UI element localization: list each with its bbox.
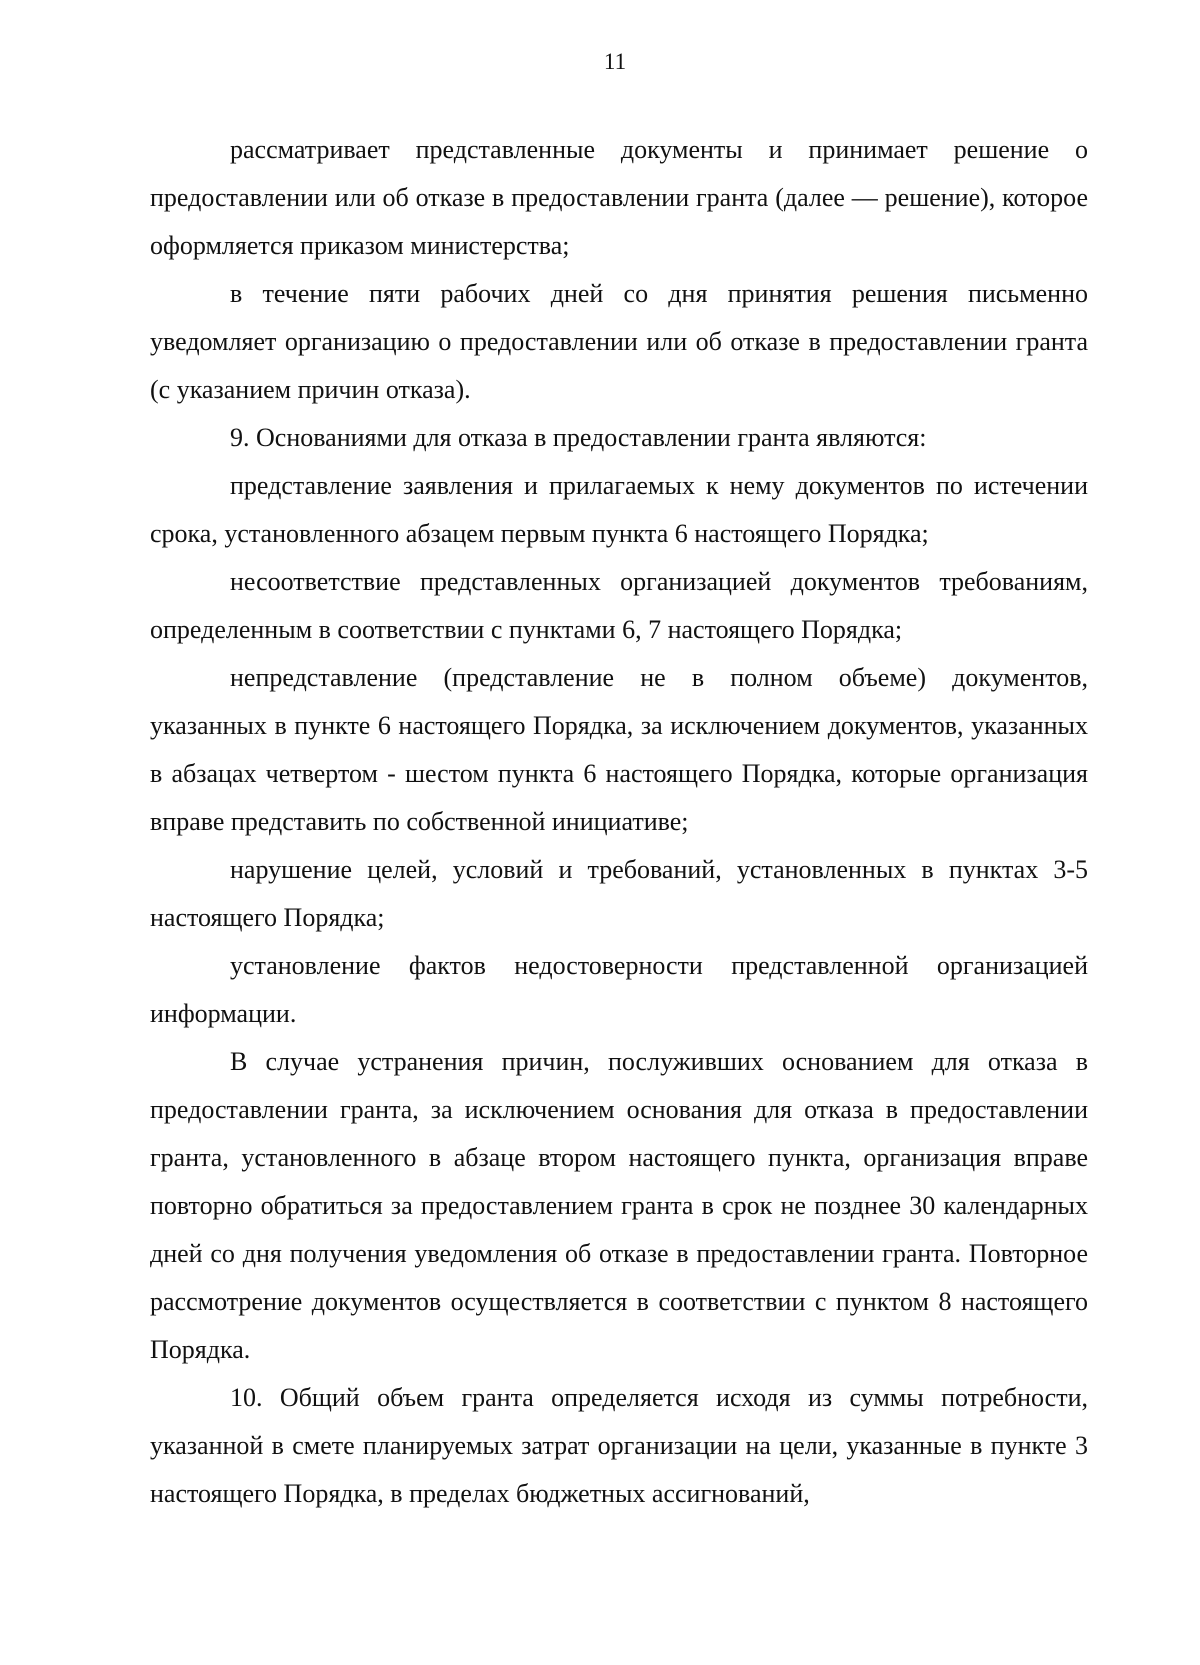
page-number: 11 <box>603 49 627 74</box>
document-body <box>150 126 1088 1518</box>
paragraph-reason-violation: нарушение целей, условий и требований, установленных в пунктах 3-5 настоящего Порядка; <box>150 855 1088 932</box>
paragraph-section-10: 10. Общий объем гранта определяется исходя из суммы потребности, указанной в смете планируемых затрат организации на цели, указанные в пункте 3 настоящего Порядка, в пределах бюджетных ассигнований, <box>150 1383 1088 1508</box>
paragraph-reason-false-information: установление фактов недостоверности представленной организацией информации. <box>150 951 1088 1028</box>
paragraph-reason-late-submission: представление заявления и прилагаемых к нему документов по истечении срока, установленного абзацем первым пункта 6 настоящего Порядка; <box>150 471 1088 548</box>
paragraph-notification: в течение пяти рабочих дней со дня принятия решения письменно уведомляет организацию о предоставлении или об отказе в предоставлении гранта (с указанием причин отказа). <box>150 279 1088 404</box>
paragraph-reason-missing-documents: непредставление (представление не в полном объеме) документов, указанных в пункте 6 настоящего Порядка, за исключением документов, указанных в абзацах четвертом - шестом пункта 6 настоящего Порядка, которые организация вправе представить по собственной инициативе; <box>150 663 1088 836</box>
paragraph-resubmission: В случае устранения причин, послуживших основанием для отказа в предоставлении гранта, за исключением основания для отказа в предоставлении гранта, установленного в абзаце втором настоящего пункта, организация вправе повторно обратиться за предоставлением гранта в срок не позднее 30 календарных дней со дня получения уведомления об отказе в предоставлении гранта. Повторное рассмотрение документов осуществляется в соответствии с пунктом 8 настоящего Порядка. <box>150 1047 1088 1364</box>
paragraph-decision: рассматривает представленные документы и принимает решение о предоставлении или об отказе в предоставлении гранта (далее — решение), которое оформляется приказом министерства; <box>150 135 1088 260</box>
paragraph-reason-noncompliance: несоответствие представленных организацией документов требованиям, определенным в соответствии с пунктами 6, 7 настоящего Порядка; <box>150 567 1088 644</box>
paragraph-section-9-heading: 9. Основаниями для отказа в предоставлении гранта являются: <box>230 423 927 452</box>
